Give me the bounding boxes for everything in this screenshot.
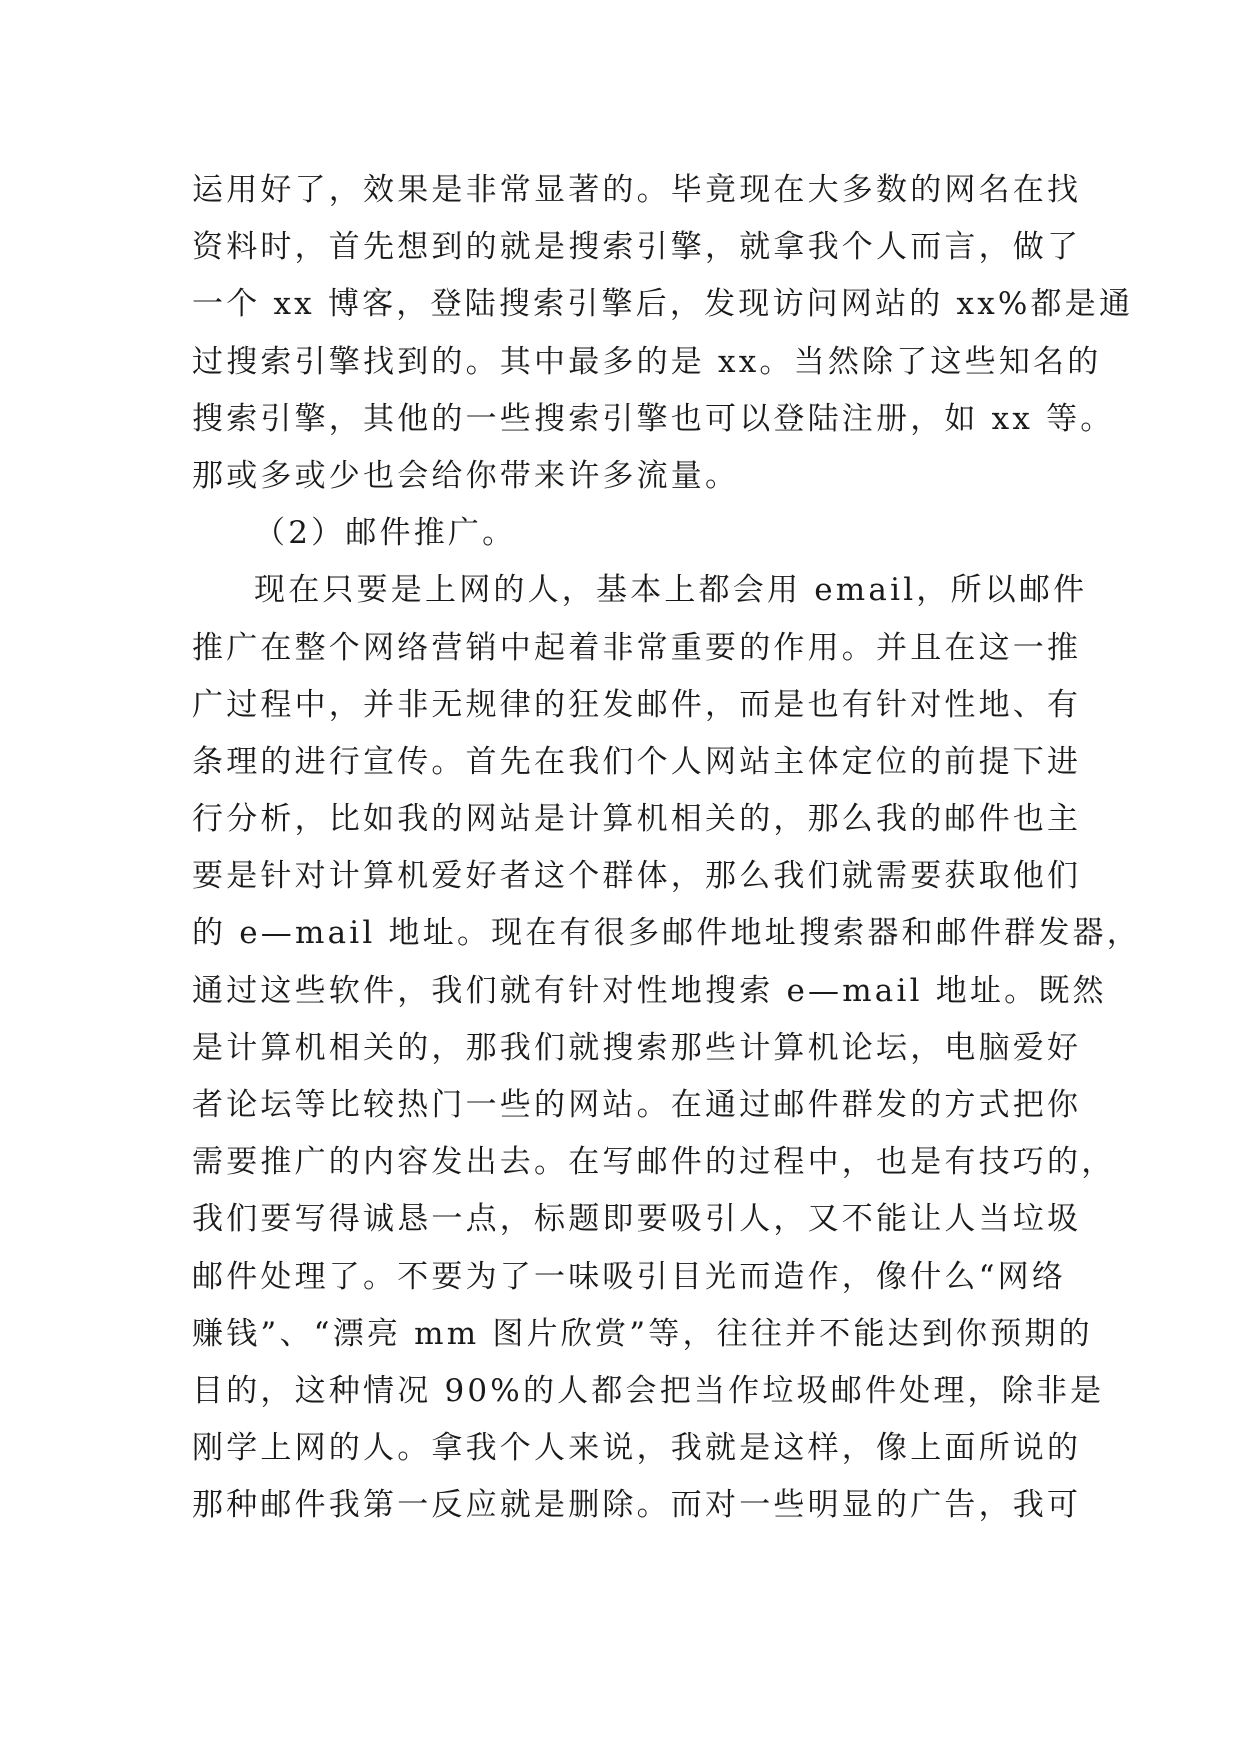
text-line: 需要推广的内容发出去。在写邮件的过程中，也是有技巧的， [192, 1144, 1116, 1181]
body-text [192, 162, 1141, 1535]
text-line: 要是针对计算机爱好者这个群体，那么我们就需要获取他们 [192, 858, 1082, 895]
text-line: 运用好了，效果是非常显著的。毕竟现在大多数的网名在找 [192, 172, 1082, 208]
text-line: 条理的进行宣传。首先在我们个人网站主体定位的前提下进 [192, 743, 1082, 780]
text-line: 一个 xx 博客，登陆搜索引擎后，发现访问网站的 xx%都是通 [192, 286, 1134, 323]
text-line: 现在只要是上网的人，基本上都会用 email，所以邮件 [254, 572, 1088, 609]
text-line: 行分析，比如我的网站是计算机相关的，那么我的邮件也主 [192, 801, 1082, 838]
text-line: 那或多或少也会给你带来许多流量。 [192, 457, 740, 494]
text-line: 广过程中，并非无规律的狂发邮件，而是也有针对性地、有 [192, 686, 1082, 723]
text-line: 是计算机相关的，那我们就搜索那些计算机论坛，电脑爱好 [192, 1029, 1082, 1066]
section-heading: （2）邮件推广。 [254, 515, 517, 552]
text-line: 资料时，首先想到的就是搜索引擎，就拿我个人而言，做了 [192, 229, 1082, 266]
text-line: 那种邮件我第一反应就是删除。而对一些明显的广告，我可 [192, 1487, 1082, 1524]
text-line: 邮件处理了。不要为了一味吸引目光而造作，像什么“网络 [192, 1258, 1067, 1295]
text-line: 过搜索引擎找到的。其中最多的是 xx。当然除了这些知名的 [192, 343, 1102, 380]
text-line: 我们要写得诚恳一点，标题即要吸引人，又不能让人当垃圾 [192, 1201, 1082, 1238]
text-line: 搜索引擎，其他的一些搜索引擎也可以登陆注册，如 xx 等。 [192, 400, 1115, 437]
text-line: 的 e—mail 地址。现在有很多邮件地址搜索器和邮件群发器， [192, 915, 1141, 952]
text-line: 目的，这种情况 90%的人都会把当作垃圾邮件处理，除非是 [192, 1372, 1105, 1409]
text-line: 通过这些软件，我们就有针对性地搜索 e—mail 地址。既然 [192, 972, 1107, 1009]
text-line: 刚学上网的人。拿我个人来说，我就是这样，像上面所说的 [192, 1430, 1082, 1467]
text-line: 赚钱”、“漂亮 mm 图片欣赏”等，往往并不能达到你预期的 [192, 1315, 1093, 1352]
text-line: 者论坛等比较热门一些的网站。在通过邮件群发的方式把你 [192, 1087, 1082, 1123]
text-line: 推广在整个网络营销中起着非常重要的作用。并且在这一推 [192, 629, 1082, 666]
